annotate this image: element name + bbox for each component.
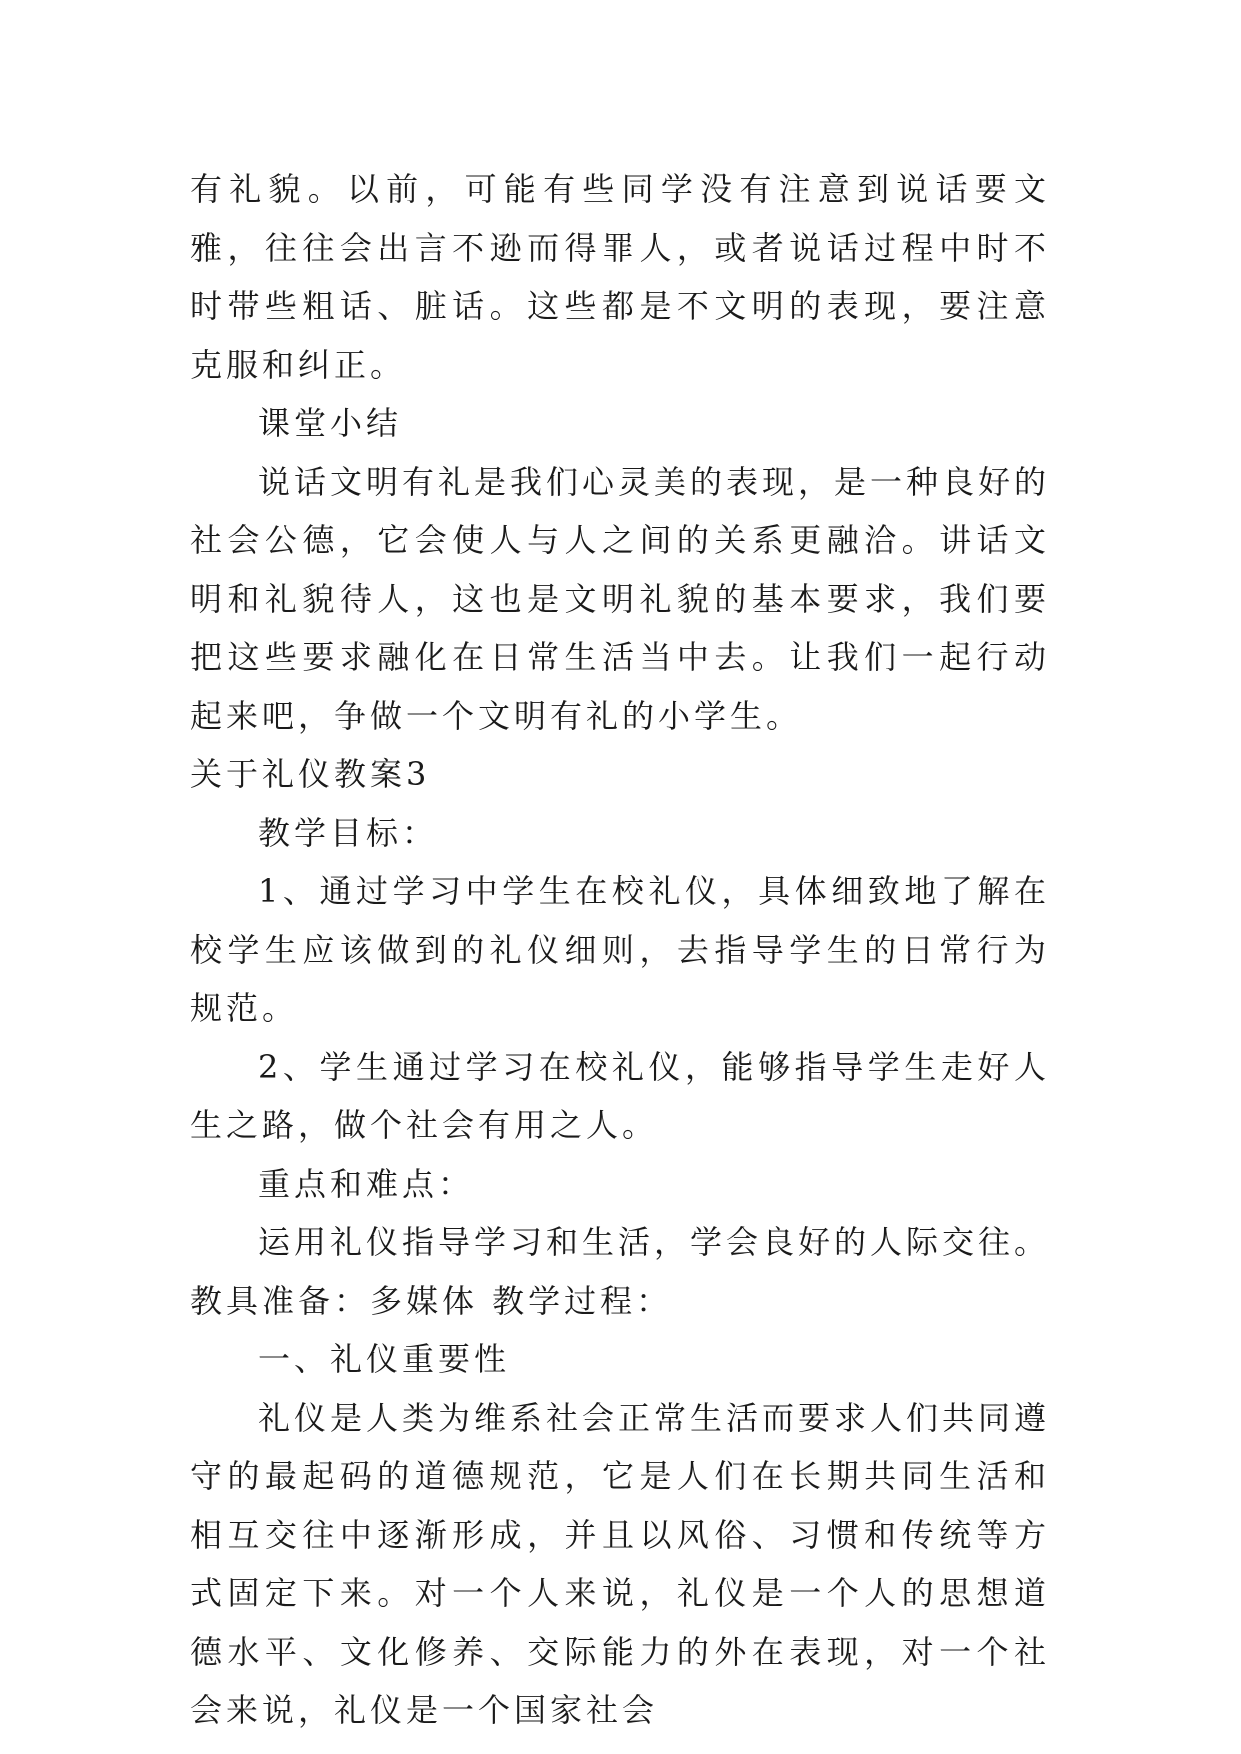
section-heading-summary: 课堂小结 (258, 404, 403, 442)
objective-item-2: 2、学生通过学习在校礼仪，能够指导学生走好人生之路，做个社会有用之人。 (190, 1047, 1050, 1144)
paragraph-key-points: 运用礼仪指导学习和生活，学会良好的人际交往。 教具准备：多媒体 教学过程： (190, 1223, 1051, 1320)
section-heading-key-points: 重点和难点： (258, 1164, 475, 1203)
paragraph-continuation: 有礼貌。以前，可能有些同学没有注意到说话要文雅，往往会出言不逊而得罪人，或者说话过程中时不时带些粗话、脏话。这些都是不文明的表现，要注意克服和纠正。 (190, 170, 1050, 384)
lesson-title: 关于礼仪教案3 (190, 755, 431, 793)
section-heading-objectives: 教学目标： (258, 813, 439, 852)
paragraph-summary: 说话文明有礼是我们心灵美的表现，是一种良好的社会公德，它会使人与人之间的关系更融洽。讲话文明和礼貌待人，这也是文明礼貌的基本要求，我们要把这些要求融化在日常生活当中去。让我们一起行动起来吧，争做一个文明有礼的小学生。 (190, 462, 1051, 735)
document-body (190, 160, 1050, 1740)
paragraph-importance: 礼仪是人类为维系社会正常生活而要求人们共同遵守的最起码的道德规范，它是人们在长期共同生活和相互交往中逐渐形成，并且以风俗、习惯和传统等方式固定下来。对一个人来说，礼仪是一个人的思想道德水平、文化修养、交际能力的外在表现，对一个社会来说，礼仪是一个国家社会 (190, 1398, 1051, 1729)
section-heading-importance: 一、礼仪重要性 (258, 1340, 511, 1378)
objective-item-1: 1、通过学习中学生在校礼仪，具体细致地了解在校学生应该做到的礼仪细则，去指导学生的日常行为规范。 (190, 872, 1050, 1027)
